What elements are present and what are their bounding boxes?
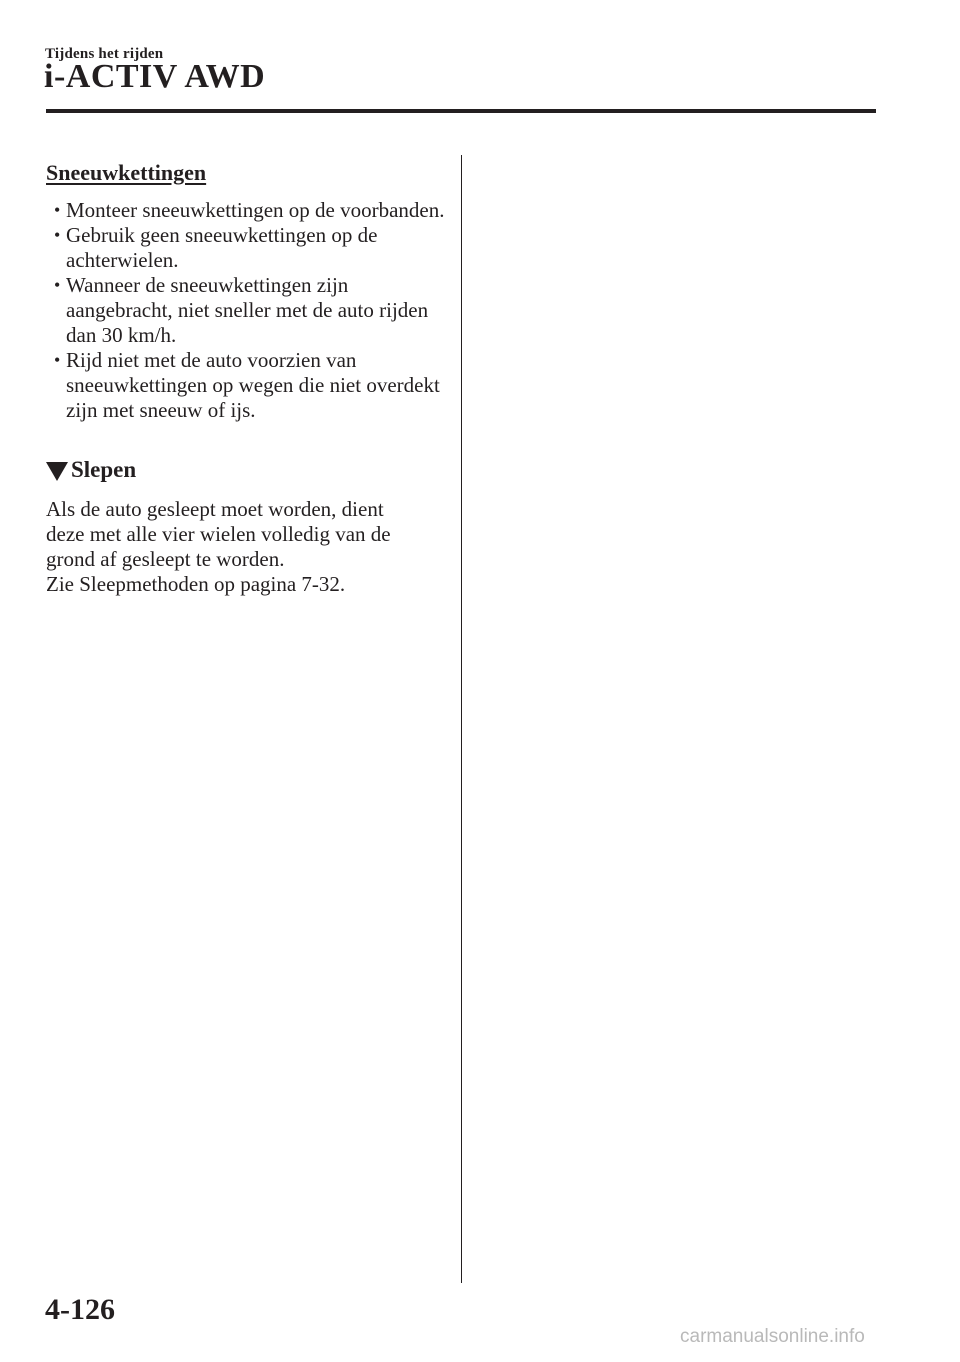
list-item <box>46 223 446 273</box>
bullet-icon: • <box>54 200 61 220</box>
paragraph-line: Zie Sleepmethoden op pagina 7-32. <box>46 572 346 596</box>
list-item <box>46 273 446 348</box>
paragraph-line: grond af gesleept te worden. <box>46 547 285 571</box>
bullet-icon: • <box>54 225 61 245</box>
list-item-text: Rijd niet met de auto voorzien van sneeuwkettingen op wegen die niet overdekt zijn met sneeuw of ijs. <box>66 348 440 422</box>
chapter-title: i-ACTIV AWD <box>44 58 266 95</box>
header-divider <box>46 109 876 113</box>
watermark: carmanualsonline.info <box>680 1326 865 1347</box>
list-item-text: Gebruik geen sneeuwkettingen op de achterwielen. <box>66 223 378 272</box>
list-item-text: Monteer sneeuwkettingen op de voorbanden. <box>66 198 445 222</box>
bullet-icon: • <box>54 350 61 370</box>
towing-heading <box>46 455 446 485</box>
left-column <box>46 158 446 597</box>
towing-paragraph <box>46 497 446 597</box>
list-item <box>46 348 446 423</box>
triangle-down-icon <box>46 462 68 481</box>
list-item-text: Wanneer de sneeuwkettingen zijn aangebracht, niet sneller met de auto rijden dan 30 km/h. <box>66 273 429 347</box>
snow-chains-list <box>46 198 446 423</box>
paragraph-line: deze met alle vier wielen volledig van de <box>46 522 391 546</box>
running-section-label: Tijdens het rijden <box>45 46 164 62</box>
towing-heading-text: Slepen <box>71 457 137 482</box>
snow-chains-heading: Sneeuwkettingen <box>46 160 207 185</box>
page-number: 4-126 <box>45 1293 115 1326</box>
bullet-icon: • <box>54 275 61 295</box>
paragraph-line: Als de auto gesleept moet worden, dient <box>46 497 384 521</box>
list-item <box>46 198 446 223</box>
column-divider <box>461 155 462 1283</box>
